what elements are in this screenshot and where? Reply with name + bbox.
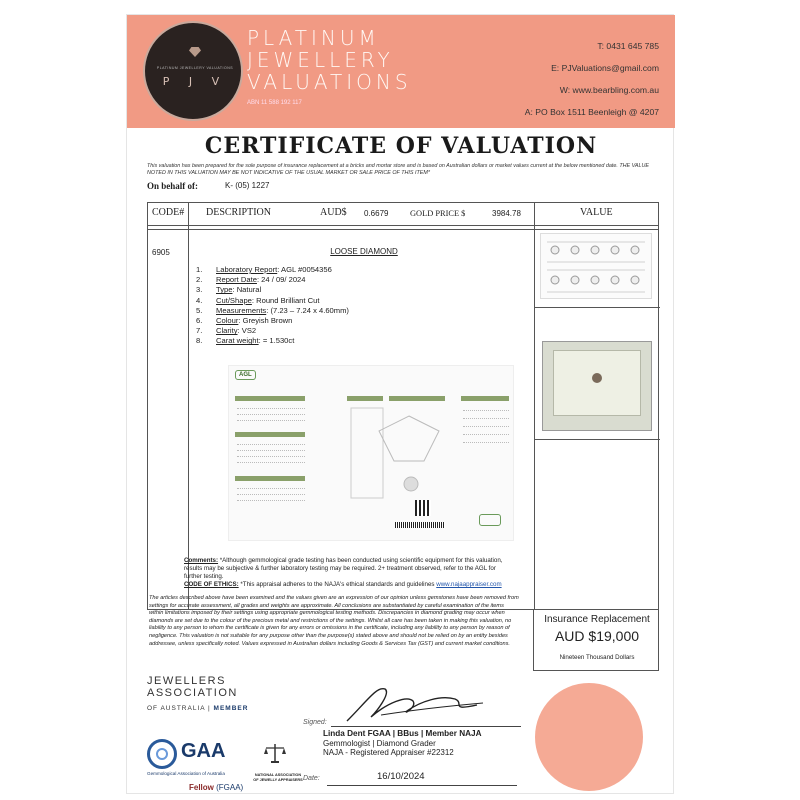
- value-header: VALUE: [580, 207, 613, 218]
- insurance-box: [533, 609, 659, 671]
- signer-name: Linda Dent FGAA | BBus | Member NAJA: [323, 729, 482, 738]
- gaa-full-name: Gemmological Association of Australia: [147, 771, 225, 776]
- brand-name: [247, 27, 412, 93]
- list-item: 8. Carat weight: = 1.530ct: [196, 336, 295, 346]
- certificate-page: [126, 14, 674, 794]
- report-rule: [237, 456, 305, 457]
- item-details-list: [196, 265, 349, 347]
- report-rule: [463, 434, 509, 435]
- agl-stamp-icon: [479, 514, 501, 526]
- report-rule: [237, 414, 305, 415]
- association-sub: [147, 705, 248, 712]
- jewellers-association-logo: [147, 675, 238, 699]
- item-title: LOOSE DIAMOND: [330, 247, 398, 256]
- code-header: CODE#: [152, 207, 185, 218]
- naja-link[interactable]: www.najaappraiser.com: [436, 581, 502, 588]
- contact-email: E: PJValuations@gmail.com: [551, 63, 659, 73]
- header-row-divider: [148, 225, 658, 226]
- gem-box-photo: [542, 341, 652, 431]
- valuation-disclaimer: This valuation has been prepared for the sole purpose of insurance replacement at a bricks and mortar store and is based on Australian dollars or market values current at the below mentioned date. THE VALUE NOTED IN THIS VALUATION MAY BE NOT INDICATIVE OF THE USUAL MARKET OR SALE PRICE OF THIS ITEM*: [147, 163, 650, 176]
- comments-text: *Although gemmological grade testing has been conducted using scientific equipment for this valuation, results may be subjective & further laboratory testing may be required. 2+ treatment observed, refer to the AGL for further testing.: [184, 557, 503, 580]
- seal-sticker: [535, 683, 643, 791]
- brand-line-1: PLATINUM: [247, 26, 380, 50]
- grading-scale-icon: [541, 234, 651, 298]
- date-value: 16/10/2024: [377, 771, 425, 782]
- insurance-amount-words: Nineteen Thousand Dollars: [559, 654, 635, 661]
- terms-paragraph: The articles described above have been examined and the values given are an expression of our opinion unless gemstones have been removed from settings for accurate assessment, all grades and weights are approximate. All conclusions are substantiated by careful examination of the items within limitations imposed by their settings using appropriate gemmological testing methods. Discrepancies in diamond grading may occur when diamonds are set due to the colour of the precious metal and restrictions of the settings. Whilst all care has been taken in making this valuation, no liability to any person to whom the certificate is given for any errors or omissions in the certificate, including any liability to any person by reason of negligence. This valuation is not suitable for any purpose other than the purpose(s) stated above and should not be relied on by an entity besides addressee, unless specifically noted. Values expressed in Australian dollars including Goods & Services Tax (GST) and current market conditions.: [149, 595, 519, 647]
- report-section-bar: [347, 396, 383, 401]
- report-rule: [463, 418, 509, 419]
- gem-box-insert: [553, 350, 641, 416]
- insurance-title: Insurance Replacement: [544, 614, 650, 625]
- signature-line: [331, 726, 521, 727]
- signature-image: [337, 681, 487, 725]
- contact-block: [525, 35, 659, 123]
- gaa-name: GAA: [181, 740, 226, 762]
- association-sub-prefix: OF AUSTRALIA |: [147, 705, 214, 712]
- value-column: [534, 229, 660, 611]
- on-behalf-label: On behalf of:: [147, 181, 199, 191]
- date-line: [327, 785, 517, 786]
- scales-of-justice-icon: [263, 742, 287, 764]
- pjv-logo: [143, 21, 243, 121]
- fellow-badge: [189, 783, 243, 792]
- list-item: 6. Colour: Greyish Brown: [196, 316, 293, 326]
- brand-line-2: JEWELLERY: [247, 48, 394, 72]
- signed-label: Signed:: [303, 719, 327, 726]
- description-header: DESCRIPTION: [206, 207, 272, 218]
- report-rule: [237, 500, 305, 501]
- report-section-bar: [235, 476, 305, 481]
- logo-small-text: PLATINUM JEWELLERY VALUATIONS: [156, 66, 234, 70]
- report-section-bar: [389, 396, 445, 401]
- report-rule: [237, 450, 305, 451]
- list-item: 3. Type: Natural: [196, 285, 262, 295]
- list-item: 2. Report Date: 24 / 09/ 2024: [196, 275, 306, 285]
- contact-web: W: www.bearbling.com.au: [559, 85, 659, 95]
- date-label: Date:: [303, 775, 320, 782]
- association-member: MEMBER: [213, 705, 249, 712]
- certificate-title: CERTIFICATE OF VALUATION: [204, 133, 598, 159]
- agl-logo: AGL: [235, 370, 256, 380]
- comments-block: [184, 557, 514, 589]
- insurance-amount: AUD $19,000: [554, 628, 640, 644]
- contact-address: A: PO Box 1511 Beenleigh @ 4207: [524, 107, 659, 117]
- column-divider: [188, 203, 189, 609]
- gaa-logo-icon: [147, 739, 177, 769]
- barcode-icon: [395, 522, 445, 528]
- fellow-suffix: (FGAA): [213, 783, 244, 792]
- naja-name: NATIONAL ASSOCIATION OF JEWELLY APPRAISERS: [253, 773, 303, 782]
- signer-role-2: NAJA - Registered Appraiser #22312: [323, 748, 454, 758]
- list-item: 1. Laboratory Report: AGL #0054356: [196, 265, 332, 274]
- list-item: 4. Cut/Shape: Round Brilliant Cut: [196, 295, 320, 305]
- report-section-bar: [235, 396, 305, 401]
- report-section-bar: [461, 396, 509, 401]
- list-item: 5. Measurements: (7.23 – 7.24 x 4.60mm): [196, 305, 349, 315]
- contact-phone: T: 0431 645 785: [597, 41, 659, 51]
- abn-number: ABN 11 588 192 117: [247, 100, 302, 106]
- gem-stone-icon: [592, 373, 602, 383]
- report-rule: [237, 488, 305, 489]
- report-rule: [463, 410, 509, 411]
- valuation-table: [147, 202, 659, 610]
- item-code: 6905: [152, 248, 170, 257]
- brand-line-3: VALUATIONS: [247, 70, 412, 94]
- lab-report-thumbnail: [228, 365, 514, 541]
- gold-price-label: GOLD PRICE $: [410, 209, 466, 218]
- list-item: 7. Clarity: VS2: [196, 326, 257, 336]
- on-behalf-value: K- (05) 1227: [225, 181, 270, 190]
- signer-role-1: Gemmologist | Diamond Grader: [323, 738, 436, 748]
- report-rule: [463, 442, 509, 443]
- fellow-label: Fellow: [189, 783, 214, 792]
- report-rule: [463, 426, 509, 427]
- aud-value: 0.6679: [364, 209, 389, 218]
- ethics-text: *This appraisal adheres to the NAJA's ethical standards and guidelines: [238, 581, 437, 588]
- grading-scale-chart: [540, 233, 652, 299]
- gold-price-value: 3984.78: [492, 209, 521, 218]
- value-divider: [534, 307, 660, 308]
- diamond-icon: [189, 47, 201, 57]
- ethics-label: CODE OF ETHICS:: [184, 581, 239, 588]
- report-rule: [237, 444, 305, 445]
- qr-code-icon: [415, 500, 431, 516]
- diamond-diagram-icon: [349, 406, 449, 506]
- report-rule: [237, 420, 305, 421]
- gaa-logo-inner: [156, 748, 168, 760]
- report-section-bar: [235, 432, 305, 437]
- value-divider: [534, 439, 660, 440]
- report-rule: [237, 494, 305, 495]
- aud-label: AUD$: [320, 207, 347, 218]
- association-line-1: JEWELLERS: [147, 675, 226, 687]
- comments-label: Comments:: [184, 557, 219, 564]
- header-banner: [127, 15, 675, 128]
- logo-initials: P J V: [162, 75, 228, 88]
- report-rule: [237, 462, 305, 463]
- association-line-2: ASSOCIATION: [147, 687, 238, 699]
- signer-details: [323, 729, 482, 758]
- report-rule: [237, 408, 305, 409]
